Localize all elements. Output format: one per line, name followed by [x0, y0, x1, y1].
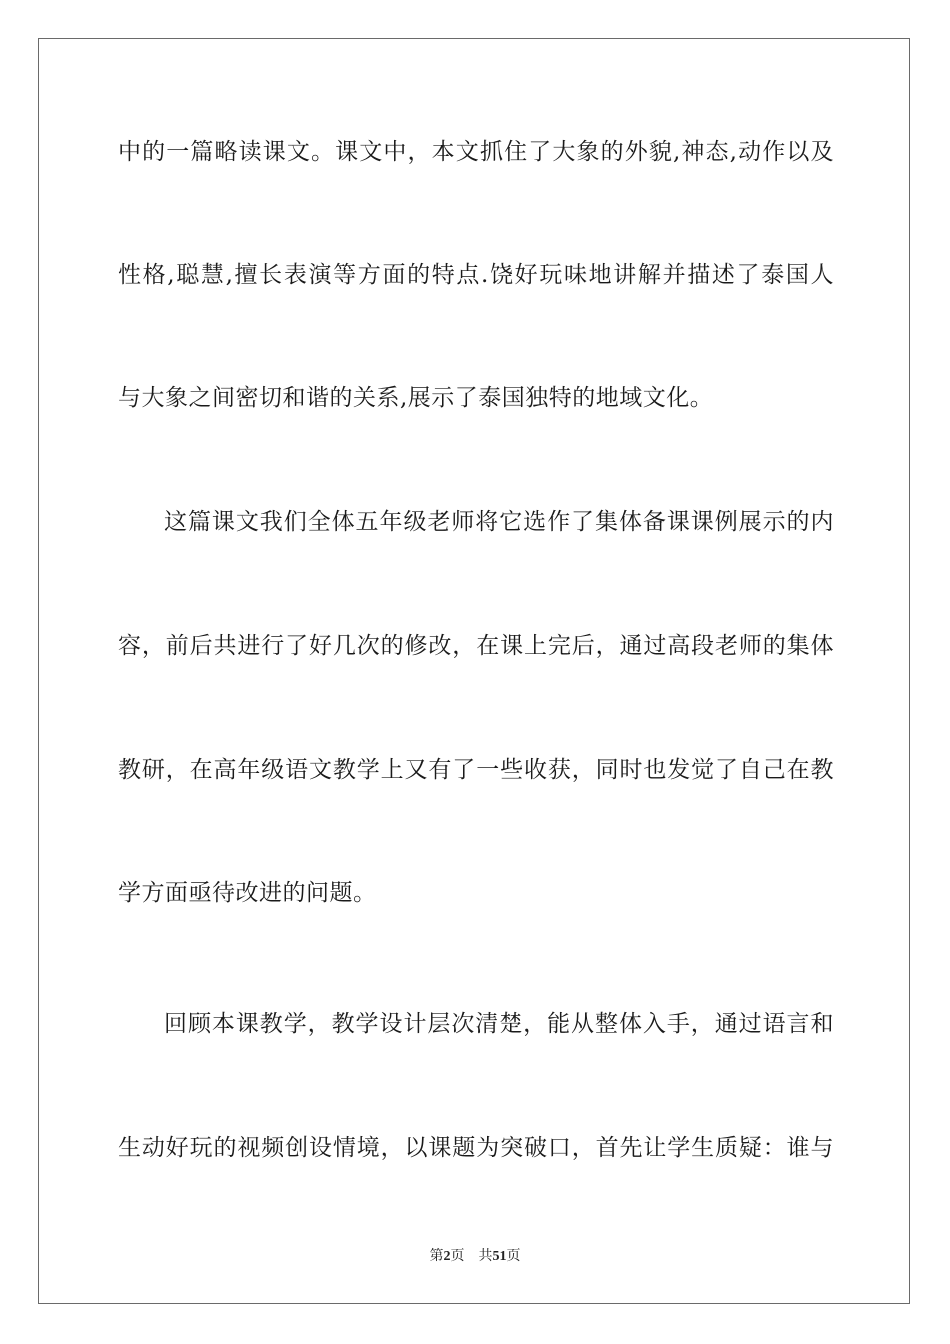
text-line-7: 学方面亟待改进的问题。 [118, 880, 377, 906]
text-line-9: 生动好玩的视频创设情境，以课题为突破口，首先让学生质疑：谁与 [118, 1135, 834, 1161]
total-suffix: 页 [506, 1248, 521, 1264]
text-line-5: 容，前后共进行了好几次的修改，在课上完后，通过高段老师的集体 [118, 633, 834, 659]
total-pages: 51 [492, 1249, 507, 1264]
text-line-6: 教研，在高年级语文教学上又有了一些收获，同时也发觉了自己在教 [118, 757, 834, 783]
page-number: 2 [443, 1249, 451, 1264]
page-prefix: 第 [429, 1248, 444, 1264]
text-line-3: 与大象之间密切和谐的关系,展示了泰国独特的地域文化。 [118, 385, 714, 411]
page-suffix: 页 [450, 1248, 465, 1264]
text-line-2: 性格,聪慧,擅长表演等方面的特点.饶好玩味地讲解并描述了泰国人 [118, 262, 834, 288]
text-line-4: 这篇课文我们全体五年级老师将它选作了集体备课课例展示的内 [164, 509, 834, 535]
page-footer [0, 1246, 950, 1267]
text-line-1: 中的一篇略读课文。课文中，本文抓住了大象的外貌,神态,动作以及 [118, 139, 834, 165]
page-border [38, 38, 910, 1304]
total-prefix: 共 [478, 1248, 493, 1264]
text-line-8: 回顾本课教学，教学设计层次清楚，能从整体入手，通过语言和 [164, 1011, 834, 1037]
